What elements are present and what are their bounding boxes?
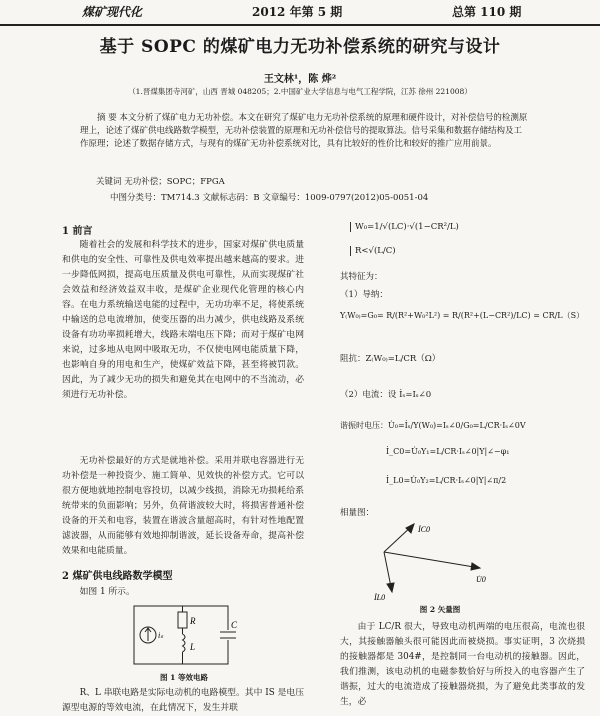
resonance-frequency-formula: W₀=1/√(LC)·√(1−CR²/L) [350,222,459,232]
inductor-symbol [183,634,186,652]
column-1-bottom-text: R、L 串联电路是实际电动机的电路模型。其中 IS 是电压源型电源的等效电流，在此情况下，发生并联 [62,688,304,713]
inductor-current-arrowhead [387,583,394,592]
paper-title: 基于 SOPC 的煤矿电力无功补偿系统的研究与设计 [99,37,501,57]
total-issue: 总第 110 期 [452,5,522,19]
inductor-label: L [190,642,196,652]
inductor-current-formula: İ_L0=U̇₀Y₂=L/CR·Iₛ∠0|Y|∠π/2 [386,476,507,485]
admittance-heading: （1）导纳： [340,290,388,300]
classification-line: 中图分类号：TM714.3 文献标志码：B 文章编号：1009-0797(2012)05-0051-04 [110,193,429,203]
capacitor-label: C [231,620,238,630]
current-heading: （2）电流：设 İₛ=Iₛ∠0 [340,390,432,400]
capacitor-current-arrowhead [406,524,414,533]
impedance-formula: 阻抗：Z₍W₀₎=L/CR（Ω） [340,354,441,364]
equivalent-circuit-figure [128,600,240,670]
figure-2-caption: 图 2 矢量图 [419,605,461,614]
issue-number: 2012 年第 5 期 [252,5,343,19]
resonance-condition: R<√(L/C) [350,246,396,256]
admittance-formula: Y₍W₀₎=G₀= R/(R²+W₀²L²) = R/(R²+(L−CR²)/LC) = CR/L（S） [340,311,585,320]
inductor-current-label: İL0 [374,593,386,602]
intro-paragraph-1: 随着社会的发展和科学技术的进步，国家对煤矿供电质量和供电的安全性、可靠性及供电效率提出越来越高的要求。进一步降低网损，提高电压质量及供电可靠性，从而实现煤矿社会效益和经济效益双丰收，是煤矿企业现代化管理的核心内容。在电力系统输送电能的过程中，无功功率不足，将使系统中输送的总电流增加，使变压器的出力减少，供电线路及系统设备有功功率损耗增大，线路末端电压下降；而对于煤矿电网来说，过多地从电网中吸取无功，不仅使电网电能质量下降，也影响自身的用电和生产，使煤矿效益下降，甚至将被罚款。因此，为了减少无功的损失和避免其在电网中的不当流动，必须进行无功补偿。 [62,240,304,400]
column-2-bottom-text: 由于 LC/R 很大，导致电动机两端的电压很高，电流也很大，其接触器触头很可能因此而被烧损。事实证明，3 次烧损的接触器都是 304#，是控制同一台电动机的接触器。因此，我们推测，该电动机的电磁参数恰好与所投入的电容器产生了谐振，过大的电流造成了接触器烧损，为了避免此类事故的发生，必 [340,622,585,707]
resistor-symbol [178,612,187,628]
phasor-diagram-figure [372,520,502,602]
capacitor-current-label: İC0 [418,525,430,534]
phasor-diagram-intro: 相量图： [340,508,375,518]
affiliation: （1.晋煤集团寺河矿，山西 晋城 048205；2.中国矿业大学信息与电气工程学院，江苏 徐州 221008） [128,87,472,96]
figure-intro: 如图 1 所示。 [79,587,135,597]
running-header [0,0,600,26]
abstract: 摘 要 本文分析了煤矿电力无功补偿。本文在研究了煤矿电力无功补偿系统的原理和硬件设计，对补偿信号的检测原理上，论述了煤矿供电线路数学模型，无功补偿装置的原理和无功补偿信号的提取算法。信号采集和数据存储结构及工作原理；论述了数据存储方式，与现有的煤矿无功补偿系统对比，具有比较好的性价比和较好的推广应用前景。 [80,113,528,149]
characteristics-intro: 其特征为： [340,272,383,282]
voltage-arrowhead [471,563,480,570]
capacitor-current-formula: İ_C0=U̇₀Y₁=L/CR·Iₛ∠0|Y|∠−φ₁ [386,447,510,456]
source-label: iₛ [158,631,164,640]
authors: 王文林¹，陈 烨² [263,74,337,85]
resistor-label: R [190,616,196,626]
resonance-voltage-formula: 谐振时电压：U̇₀=İₛ/Y(W₀)=Iₛ∠0/G₀=L/CR·Iₛ∠0V [340,421,526,430]
voltage-phasor [384,552,480,568]
section-heading-model: 2 煤矿供电线路数学模型 [62,571,173,582]
intro-paragraph-2: 无功补偿最好的方式是就地补偿。采用并联电容器进行无功补偿是一种投资少、施工简单、见效快的补偿方式。它可以很方便地就地控制电容投切，以减少线损，消除无功损耗给系统带来的负面影响；另外，负荷谐波较大时，将损害普通补偿设备的开关和电容，装置在谐波含量超高时，有针对性地配置滤波器，从而能够有效地抑制谐波，延长设备寿命，提高补偿效果和电能质量。 [62,456,304,556]
voltage-label: U̇0 [476,575,486,584]
figure-1-caption: 图 1 等效电路 [160,673,208,682]
keywords: 关键词 无功补偿；SOPC；FPGA [96,177,225,187]
journal-name: 煤矿现代化 [82,5,143,19]
section-heading-intro: 1 前言 [62,226,93,237]
